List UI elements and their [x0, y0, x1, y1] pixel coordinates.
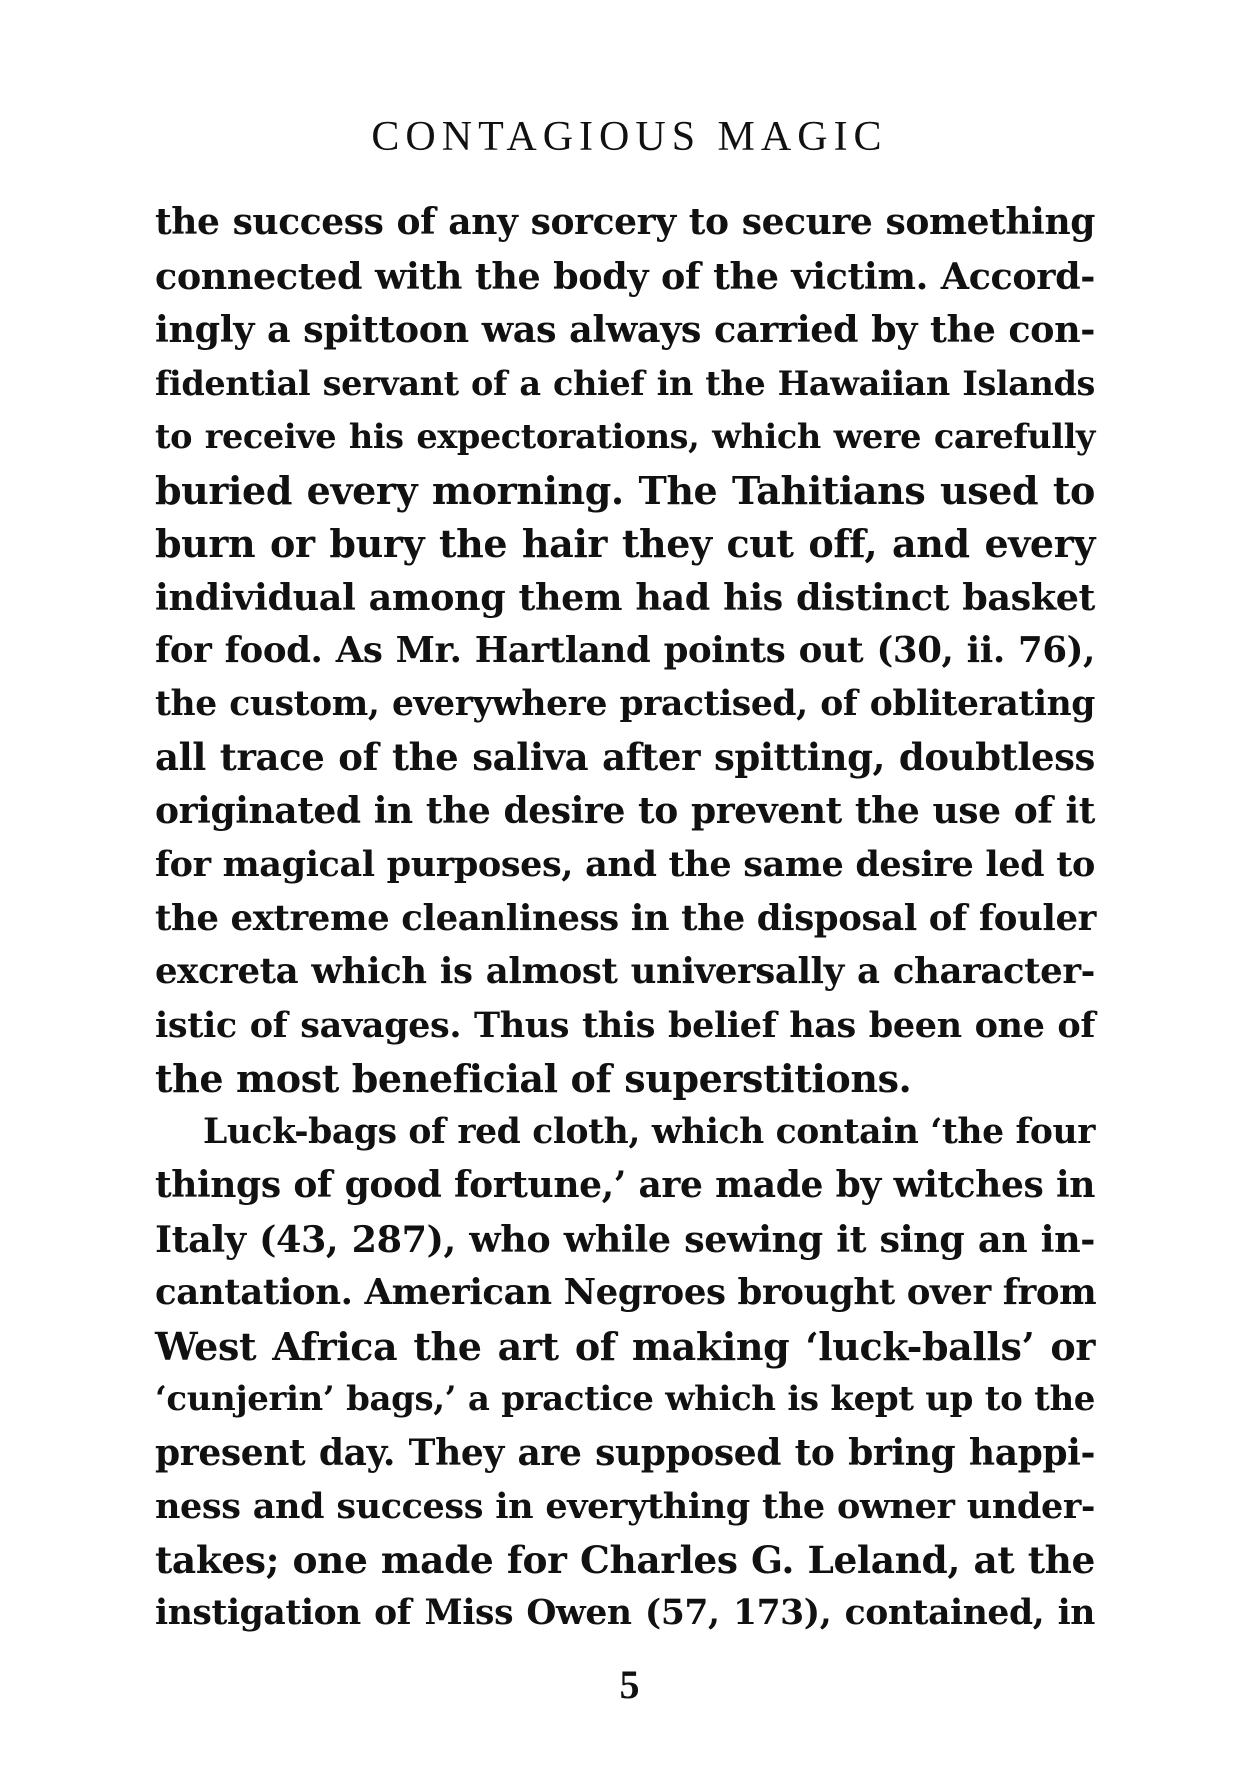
page-number: 5: [619, 1662, 640, 1707]
text-line: takes; one made for Charles G. Leland, at the: [155, 1537, 1095, 1582]
text-line: ‘cunjerin’ bags,’ a practice which is kept up to the: [155, 1379, 1095, 1419]
text-line: for magical purposes, and the same desire led to: [155, 844, 1095, 885]
text-line: fidential servant of a chief in the Hawaiian Islands: [155, 363, 1095, 403]
text-line: ingly a spittoon was always carried by the con-: [155, 308, 1095, 351]
text-line: the success of any sorcery to secure something: [155, 201, 1095, 243]
text-line: Luck-bags of red cloth, which contain ‘the four: [203, 1111, 1095, 1152]
text-line: excreta which is almost universally a character-: [155, 951, 1095, 992]
text-line: ness and success in everything the owner under-: [155, 1486, 1095, 1527]
text-line: things of good fortune,’ are made by witches in: [155, 1164, 1095, 1206]
text-line: cantation. American Negroes brought over from: [155, 1272, 1097, 1313]
text-line: the extreme cleanliness in the disposal of fouler: [155, 897, 1096, 939]
text-line: to receive his expectorations, which were carefully: [155, 417, 1095, 456]
text-line: burn or bury the hair they cut off, and every: [155, 521, 1095, 566]
text-line: the most beneficial of superstitions.: [155, 1056, 912, 1101]
text-line: istic of savages. Thus this belief has been one of: [155, 1004, 1095, 1046]
text-line: West Africa the art of making ‘luck-balls’ or: [155, 1323, 1095, 1369]
text-line: present day. They are supposed to bring happi-: [155, 1431, 1095, 1474]
paragraph-1: [155, 196, 1095, 1106]
body-text: [155, 196, 1095, 1641]
text-line: the custom, everywhere practised, of obliterating: [155, 683, 1095, 724]
text-line: for food. As Mr. Hartland points out (30, ii. 76),: [155, 630, 1095, 671]
paragraph-2: [155, 1106, 1095, 1641]
text-line: individual among them had his distinct basket: [155, 575, 1095, 619]
text-line: originated in the desire to prevent the use of it: [155, 789, 1095, 832]
text-line: buried every morning. The Tahitians used to: [155, 467, 1095, 513]
text-line: instigation of Miss Owen (57, 173), contained, in: [155, 1593, 1095, 1633]
running-title: CONTAGIOUS MAGIC: [371, 114, 888, 160]
text-line: Italy (43, 287), who while sewing it sing an in-: [155, 1217, 1095, 1261]
text-line: all trace of the saliva after spitting, doubtless: [155, 735, 1095, 779]
text-line: connected with the body of the victim. Accord-: [155, 254, 1095, 298]
